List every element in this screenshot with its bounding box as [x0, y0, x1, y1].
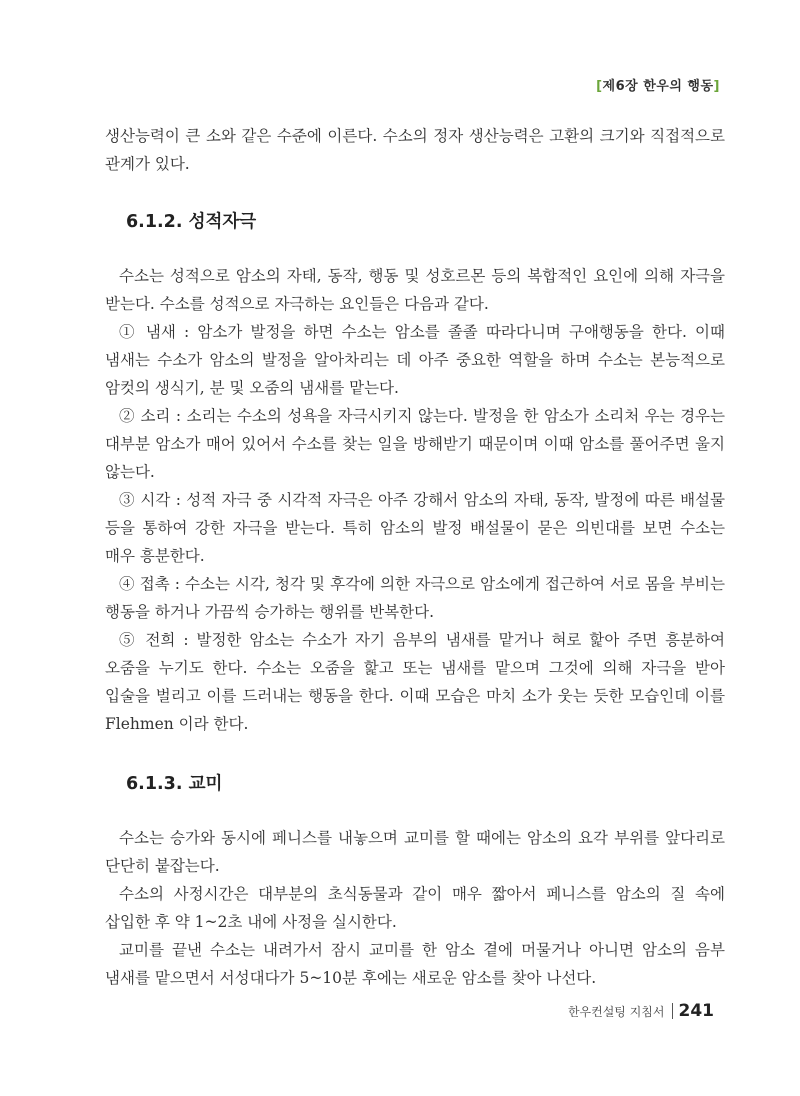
- page-footer: [568, 1001, 714, 1021]
- list-item-sight: ③ 시각 : 성적 자극 중 시각적 자극은 아주 강해서 암소의 자태, 동작, 발정에 따른 배설물 등을 통하여 강한 자극을 받는다. 특히 암소의 발정 배설물이 묻은 의빈대를 보면 수소는 매우 흥분한다.: [105, 491, 725, 565]
- paragraph: 교미를 끝낸 수소는 내려가서 잠시 교미를 한 암소 곁에 머물거나 아니면 암소의 음부 냄새를 맡으면서 서성대다가 5~10분 후에는 새로운 암소를 찾아 나선다.: [105, 941, 725, 987]
- footer-divider: [672, 1003, 673, 1019]
- list-item-foreplay: ⑤ 전희 : 발정한 암소는 수소가 자기 음부의 냄새를 맡거나 혀로 핥아 주면 흥분하여 오줌을 누기도 한다. 수소는 오줌을 핥고 또는 냄새를 맡으며 그것에 의해 자극을 받아 입술을 벌리고 이를 드러내는 행동을 한다. 이때 모습은 마치 소가 웃는 듯한 모습인데 이를 Flehmen 이라 한다.: [105, 631, 725, 733]
- header-open-bracket: [: [596, 79, 603, 94]
- section-heading-sexual-stimulus: 6.1.2. 성적자극: [126, 212, 257, 232]
- list-item-smell: ① 냄새 : 암소가 발정을 하면 수소는 암소를 졸졸 따라다니며 구애행동을 한다. 이때 냄새는 수소가 암소의 발정을 알아차리는 데 아주 중요한 역할을 하며 수소는 본능적으로 암컷의 생식기, 분 및 오줌의 냄새를 맡는다.: [105, 323, 725, 397]
- chapter-title: 제6장 한우의 행동: [602, 79, 714, 94]
- paragraph: 수소의 사정시간은 대부분의 초식동물과 같이 매우 짧아서 페니스를 암소의 질 속에 삽입한 후 약 1~2초 내에 사정을 실시한다.: [105, 885, 725, 931]
- list-item-sound: ② 소리 : 소리는 수소의 성욕을 자극시키지 않는다. 발정을 한 암소가 소리처 우는 경우는 대부분 암소가 매어 있어서 수소를 찾는 일을 방해받기 때문이며 이때 암소를 풀어주면 울지 않는다.: [105, 407, 725, 481]
- header-close-bracket: ]: [713, 79, 720, 94]
- page-number: 241: [678, 1001, 714, 1021]
- chapter-header: [596, 75, 720, 94]
- paragraph: 수소는 승가와 동시에 페니스를 내놓으며 교미를 할 때에는 암소의 요각 부위를 앞다리로 단단히 붙잡는다.: [105, 829, 725, 875]
- list-item-contact: ④ 접촉 : 수소는 시각, 청각 및 후각에 의한 자극으로 암소에게 접근하여 서로 몸을 부비는 행동을 하거나 가끔씩 승가하는 행위를 반복한다.: [105, 575, 725, 621]
- paragraph: 수소는 성적으로 암소의 자태, 동작, 행동 및 성호르몬 등의 복합적인 요인에 의해 자극을 받는다. 수소를 성적으로 자극하는 요인들은 다음과 같다.: [105, 267, 725, 313]
- page-content: [105, 122, 725, 992]
- intro-paragraph: 생산능력이 큰 소와 같은 수준에 이른다. 수소의 정자 생산능력은 고환의 크기와 직접적으로 관계가 있다.: [105, 127, 725, 173]
- book-title: 한우컨설팅 지침서: [567, 1004, 665, 1019]
- section-heading-mating: 6.1.3. 교미: [126, 774, 223, 794]
